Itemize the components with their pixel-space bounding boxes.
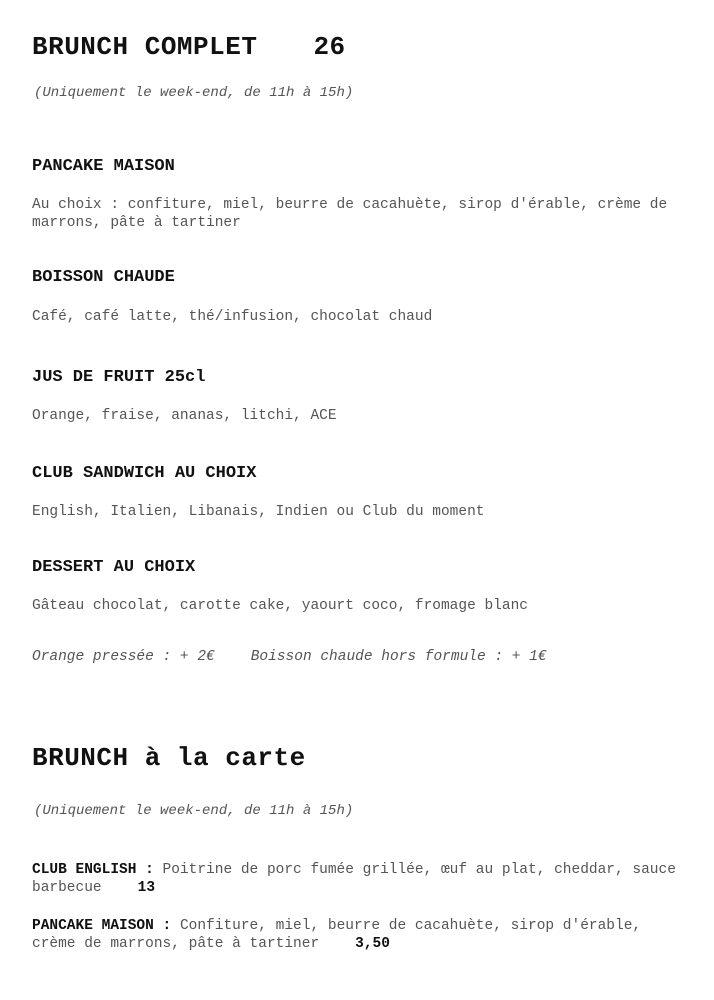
item-description: Poitrine de porc fumée grillée, œuf au plat, cheddar, sauce barbecue [32, 862, 676, 896]
section-text-dessert: Gâteau chocolat, carotte cake, yaourt coco, fromage blanc [32, 598, 528, 614]
brunch-complet-note: (Uniquement le week-end, de 11h à 15h) [34, 85, 354, 101]
item-name: PANCAKE MAISON : [32, 918, 172, 934]
brunch-carte-title: BRUNCH à la carte [32, 743, 306, 773]
extra-boisson: Boisson chaude hors formule : + 1€ [250, 649, 547, 665]
menu-item-pancake-maison [32, 917, 692, 953]
extras-line [32, 649, 547, 665]
section-title-dessert: DESSERT AU CHOIX [32, 558, 196, 577]
extra-orange: Orange pressée : + 2€ [32, 649, 215, 665]
section-title-club: CLUB SANDWICH AU CHOIX [32, 464, 257, 483]
section-text-pancake: Au choix : confiture, miel, beurre de cacahuète, sirop d'érable, crème de marrons, pâte à tartiner [32, 197, 668, 231]
item-price: 13 [137, 880, 156, 896]
brunch-complet-heading [32, 32, 346, 62]
brunch-complet-title: BRUNCH COMPLET [32, 32, 258, 62]
item-price: 3,50 [355, 936, 390, 952]
brunch-carte-note: (Uniquement le week-end, de 11h à 15h) [34, 803, 354, 819]
item-name: CLUB ENGLISH : [32, 862, 154, 878]
section-text-club: English, Italien, Libanais, Indien ou Club du moment [32, 504, 485, 520]
section-title-jus: JUS DE FRUIT 25cl [32, 368, 206, 387]
menu-item-club-english [32, 861, 692, 897]
section-text-boisson: Café, café latte, thé/infusion, chocolat chaud [32, 309, 433, 325]
section-title-boisson: BOISSON CHAUDE [32, 268, 175, 287]
section-text-jus: Orange, fraise, ananas, litchi, ACE [32, 408, 337, 424]
section-title-pancake: PANCAKE MAISON [32, 157, 175, 176]
brunch-complet-price: 26 [313, 32, 346, 62]
item-description: Confiture, miel, beurre de cacahuète, sirop d'érable, crème de marrons, pâte à tartiner [32, 918, 642, 952]
